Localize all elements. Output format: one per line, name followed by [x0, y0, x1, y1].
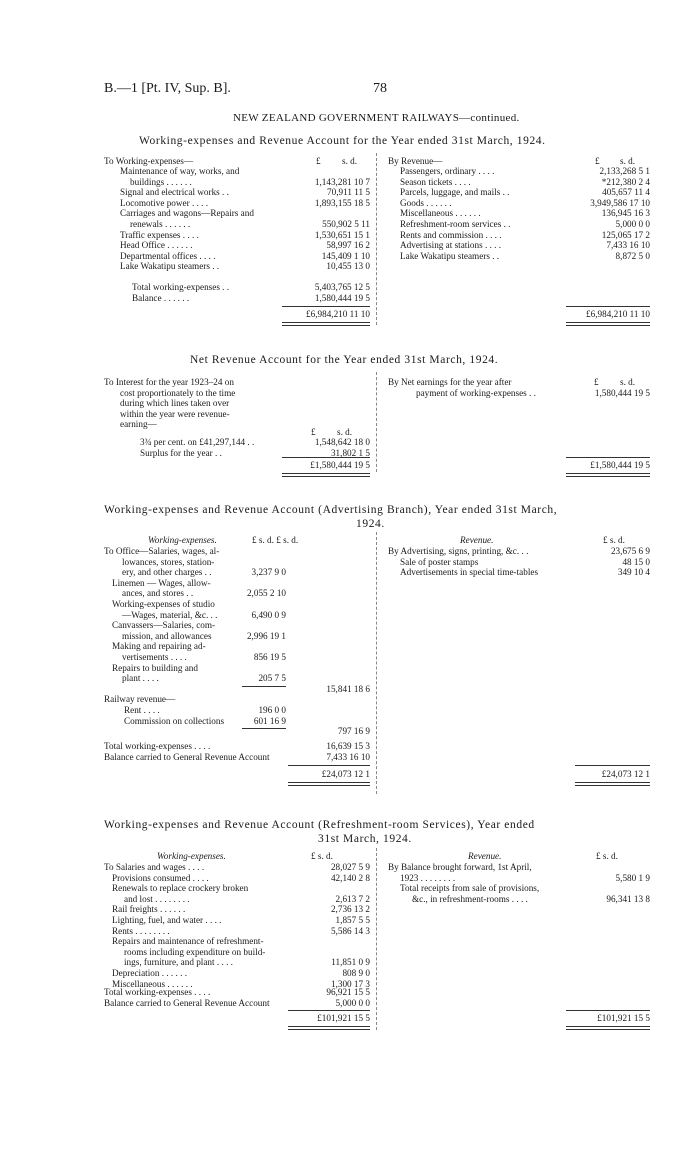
right-grand-total: £101,921 15 5: [597, 1013, 650, 1023]
right-column-headers: £ s. d.: [603, 535, 625, 545]
entry-label: Season tickets . . . .: [400, 176, 471, 187]
rule: [575, 765, 650, 766]
entry-label: renewals . . . . . .: [130, 219, 191, 229]
double-rule: [282, 473, 370, 477]
rule: [566, 457, 650, 458]
entry-label: Miscellaneous . . . . . .: [400, 208, 481, 219]
entry-amount: 405,657 11 4: [602, 187, 650, 198]
rule: [242, 686, 286, 687]
entry-label: Passengers, ordinary . . . .: [400, 166, 495, 176]
rule: [288, 1010, 370, 1011]
entry-label: rooms including expenditure on build-: [124, 946, 266, 957]
rule: [566, 1010, 650, 1011]
entry-label: Rail freights . . . . . .: [112, 904, 186, 915]
entry-label: mission, and allowances: [122, 630, 212, 641]
entry-amount: 125,065 17 2: [601, 229, 650, 240]
entry-amount: 2,055 2 10: [246, 588, 286, 599]
entry-amount: 2,133,268 5 1: [599, 166, 650, 176]
entry-amount: 856 19 5: [253, 652, 286, 662]
left-grand-total: £6,984,210 11 10: [306, 309, 370, 319]
entry-amount: 205 7 5: [258, 673, 286, 684]
left-heading: Working-expenses.: [157, 851, 226, 861]
double-rule: [288, 1026, 370, 1030]
right-heading: Revenue.: [468, 851, 502, 861]
entry-amount: 3,949,586 17 10: [590, 197, 650, 208]
entry-amount: 58,997 16 2: [326, 240, 370, 251]
entry-amount: 136,945 16 3: [601, 208, 650, 219]
entry-label: and lost . . . . . . . .: [124, 893, 190, 904]
entry-amount: 196 0 0: [258, 705, 286, 715]
entry-amount: 70,911 11 5: [327, 187, 370, 198]
entry-label: Locomotive power . . . .: [120, 197, 209, 208]
left-grand-total: £24,073 12 1: [321, 769, 370, 779]
entry-label: Commission on collections: [124, 715, 225, 726]
entry-amount: 1,580,444 19 5: [314, 292, 370, 303]
entry-label: Rents and commission . . . .: [400, 229, 502, 240]
entry-label: Sale of poster stamps: [400, 556, 479, 567]
column-headers: £ s. d.: [311, 851, 333, 861]
left-grand-total: £1,580,444 19 5: [310, 460, 370, 470]
entry-label: Total working-expenses . . . .: [104, 741, 211, 751]
entry-label: Maintenance of way, works, and: [120, 166, 240, 176]
entry-label: lowances, stores, station-: [122, 556, 215, 567]
column-headers: £ s. d. £ s. d.: [252, 535, 299, 545]
entry-amount: 145,409 1 10: [321, 250, 370, 261]
entry-label: Making and repairing ad-: [112, 641, 206, 652]
entry-amount: 1,548,642 18 0: [314, 437, 370, 447]
double-rule: [282, 322, 370, 326]
pound-label: £: [311, 427, 316, 437]
sd-label: s. d.: [337, 427, 353, 437]
rule: [566, 306, 650, 307]
section-title-line2: 1924.: [356, 518, 385, 530]
entry-label: Advertising at stations . . . .: [400, 240, 502, 251]
entry-label: ances, and stores . .: [122, 588, 194, 599]
entry-amount: 5,580 1 9: [615, 872, 650, 883]
right-grand-total: £6,984,210 11 10: [586, 309, 650, 319]
entry-label: Railway revenue—: [104, 694, 176, 705]
entry-label: Lighting, fuel, and water . . . .: [112, 915, 222, 925]
entry-label: Departmental offices . . . .: [120, 250, 216, 261]
entry-amount: 349 10 4: [617, 567, 650, 578]
page-number: 78: [373, 81, 387, 96]
entry-label: Balance carried to General Revenue Account: [104, 997, 270, 1008]
rule: [288, 765, 370, 766]
entry-amount: 808 9 0: [342, 968, 370, 978]
entry-label: To Office—Salaries, wages, al-: [104, 546, 220, 556]
text-line: during which lines taken over: [120, 398, 230, 409]
entry-amount: 5,000 0 0: [335, 997, 370, 1008]
entry-amount: 1,893,155 18 5: [314, 197, 370, 208]
entry-label: —Wages, material, &c. . .: [122, 609, 218, 620]
sd-label: s. d.: [620, 377, 636, 387]
entry-amount: 42,140 2 8: [330, 872, 370, 883]
entry-label: &c., in refreshment-rooms . . . .: [412, 893, 528, 904]
entry-amount: 31,802 1 5: [330, 447, 370, 458]
entry-amount: 10,455 13 0: [326, 261, 370, 272]
entry-amount: 2,996 19 1: [246, 630, 286, 641]
entry-amount: 11,851 0 9: [331, 957, 370, 968]
entry-label: buildings . . . . . .: [130, 176, 192, 187]
entry-label: Advertisements in special time-tables: [400, 567, 539, 578]
entry-amount: 1,530,651 15 1: [314, 229, 370, 240]
text-line: within the year were revenue-: [120, 408, 230, 419]
entry-amount: 5,000 0 0: [615, 219, 650, 229]
double-rule: [566, 1026, 650, 1030]
entry-amount: 2,736 13 2: [330, 904, 370, 915]
sd-label: s. d.: [620, 156, 636, 166]
section-title: Working-expenses and Revenue Account for the Year ended 31st March, 1924.: [139, 135, 546, 147]
entry-label: Miscellaneous . . . . . .: [112, 978, 193, 989]
entry-amount: 1,143,281 10 7: [314, 176, 370, 187]
text-line: To Interest for the year 1923–24 on: [104, 377, 234, 387]
entry-label: 3¾ per cent. on £41,297,144 . .: [140, 437, 255, 447]
entry-label: Head Office . . . . . .: [120, 240, 193, 251]
text-line: By Net earnings for the year after: [388, 377, 512, 387]
entry-label: Repairs to building and: [112, 662, 198, 673]
column-divider: [376, 532, 377, 794]
entry-label: Traffic expenses . . . .: [120, 229, 199, 240]
double-rule: [566, 473, 650, 477]
pound-label: £: [595, 156, 600, 166]
entry-amount: 7,433 16 10: [326, 751, 370, 762]
entry-amount: 5,586 14 3: [330, 925, 370, 936]
section-title-line1: Working-expenses and Revenue Account (Refreshment-room Services), Year ended: [104, 819, 535, 831]
entry-amount: 1,300 17 3: [330, 978, 370, 989]
right-grand-total: £1,580,444 19 5: [590, 460, 650, 470]
entry-amount: 8,872 5 0: [615, 250, 650, 261]
entry-label: ings, furniture, and plant . . . .: [124, 957, 233, 968]
entry-label: Provisions consumed . . . .: [112, 872, 209, 883]
double-rule: [575, 782, 650, 786]
right-column-headers: £ s. d.: [596, 851, 618, 861]
pound-label: £: [316, 156, 321, 166]
entry-label: 1923 . . . . . . . .: [400, 872, 456, 883]
entry-label: Repairs and maintenance of refreshment-: [112, 936, 264, 947]
entry-amount: 16,639 15 3: [326, 741, 370, 751]
entry-label: Balance . . . . . .: [132, 292, 190, 303]
left-heading: To Working-expenses—: [104, 156, 194, 166]
entry-amount: 96,921 15 5: [326, 987, 370, 997]
section-title: Net Revenue Account for the Year ended 31st March, 1924.: [190, 354, 499, 366]
left-grand-total: £101,921 15 5: [317, 1013, 370, 1023]
entry-amount: 601 16 9: [253, 715, 286, 726]
entry-amount: 1,857 5 5: [335, 915, 370, 925]
entry-label: Total working-expenses . .: [132, 282, 230, 292]
entry-subtotal: 797 16 9: [337, 726, 370, 737]
entry-label: plant . . . .: [122, 673, 159, 684]
text-line: cost proportionately to the time: [120, 387, 236, 398]
entry-label: vertisements . . . .: [122, 652, 187, 662]
entry-label: Balance carried to General Revenue Account: [104, 751, 270, 762]
entry-label: Carriages and wagons—Repairs and: [120, 208, 254, 219]
section-title-line1: Working-expenses and Revenue Account (Advertising Branch), Year ended 31st March,: [104, 504, 558, 516]
entry-amount: 5,403,765 12 5: [314, 282, 370, 292]
entry-label: Renewals to replace crockery broken: [112, 883, 249, 894]
text-line: earning—: [120, 419, 157, 430]
entry-amount: 3,237 9 0: [251, 567, 286, 578]
entry-label: By Advertising, signs, printing, &c. . .: [388, 546, 529, 556]
entry-amount: 96,341 13 8: [606, 893, 650, 904]
rule: [242, 728, 286, 729]
entry-amount: *212,380 2 4: [601, 176, 650, 187]
entry-label: Parcels, luggage, and mails . .: [400, 187, 510, 198]
column-divider: [376, 153, 377, 325]
entry-amount: 7,433 16 10: [606, 240, 650, 251]
entry-label: Surplus for the year . .: [140, 447, 222, 458]
entry-label: Total receipts from sale of provisions,: [400, 883, 540, 894]
entry-label: Linemen — Wages, allow-: [112, 577, 211, 588]
entry-amount: 2,613 7 2: [335, 893, 370, 904]
entry-label: Total working-expenses . . . .: [104, 987, 211, 997]
rule: [282, 457, 370, 458]
entry-label: Refreshment-room services . .: [400, 219, 511, 229]
left-heading: Working-expenses.: [148, 535, 217, 545]
entry-label: Rent . . . .: [124, 705, 160, 715]
rule: [282, 306, 370, 307]
entry-label: Signal and electrical works . .: [120, 187, 229, 198]
double-rule: [566, 322, 650, 326]
entry-subtotal: 15,841 18 6: [326, 683, 370, 694]
entry-label: By Balance brought forward, 1st April,: [388, 862, 532, 872]
sd-label: s. d.: [342, 156, 358, 166]
column-divider: [376, 372, 377, 472]
entry-amount: 550,902 5 11: [322, 219, 370, 229]
entry-label: Working-expenses of studio: [112, 599, 215, 609]
entry-label: To Salaries and wages . . . .: [104, 862, 205, 872]
text-line: payment of working-expenses . .: [416, 387, 536, 398]
entry-label: Goods . . . . . .: [400, 197, 452, 208]
entry-label: Rents . . . . . . . .: [112, 925, 170, 936]
entry-label: Canvassers—Salaries, com-: [112, 620, 216, 631]
entry-amount: 23,675 6 9: [610, 546, 650, 556]
right-heading: Revenue.: [460, 535, 494, 545]
entry-label: ery, and other charges . .: [122, 567, 212, 578]
right-grand-total: £24,073 12 1: [601, 769, 650, 779]
entry-amount: 48 15 0: [622, 556, 650, 567]
entry-amount: 28,027 5 9: [330, 862, 370, 872]
double-rule: [288, 782, 370, 786]
entry-label: Lake Wakatipu steamers . .: [400, 250, 500, 261]
net-earnings-amount: 1,580,444 19 5: [594, 388, 650, 398]
document-title: NEW ZEALAND GOVERNMENT RAILWAYS—continued.: [233, 112, 520, 124]
section-title-line2: 31st March, 1924.: [318, 833, 412, 845]
entry-label: Lake Wakatipu steamers . .: [120, 261, 220, 272]
entry-amount: 6,490 0 9: [251, 609, 286, 620]
entry-label: Depreciation . . . . . .: [112, 968, 188, 978]
right-heading: By Revenue—: [388, 156, 443, 166]
pound-label: £: [594, 377, 599, 387]
column-divider: [376, 848, 377, 1030]
document-reference: B.—1 [Pt. IV, Sup. B].: [104, 81, 231, 96]
